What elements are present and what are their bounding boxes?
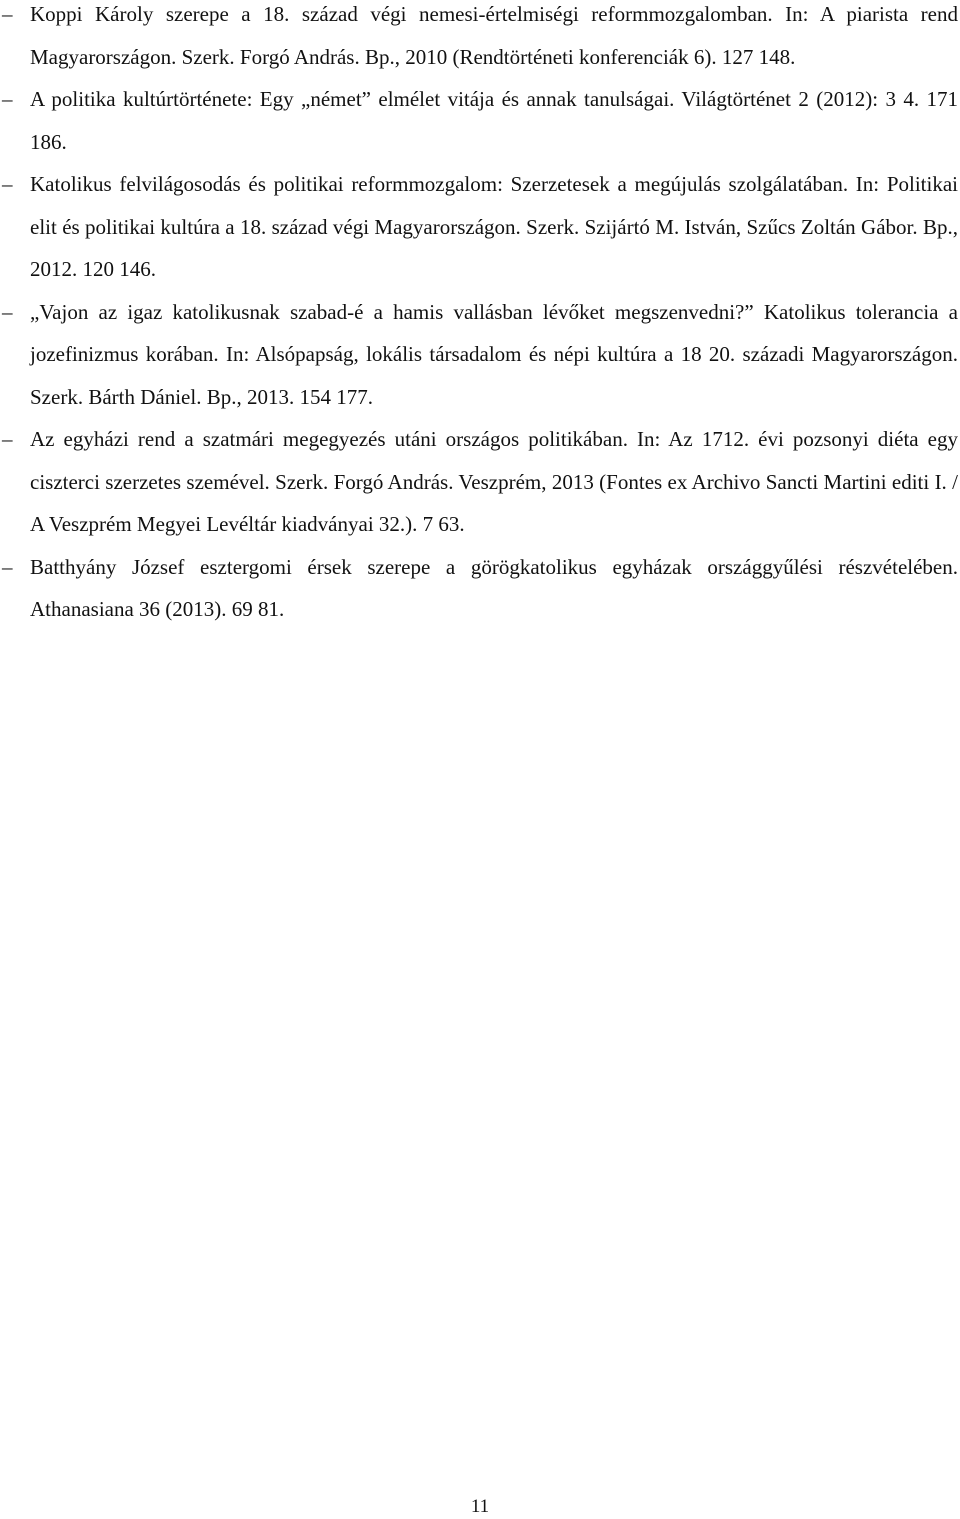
bibliography-entry-text: Koppi Károly szerepe a 18. század végi nemesi-értelmiségi reformmozgalomban. In: A piarista rend Magyarországon. Szerk. Forgó András. Bp., 2010 (Rendtörténeti konferenciák 6). 127 148. (30, 2, 958, 69)
bibliography-entry (0, 418, 958, 546)
bibliography-entry-text: Batthyány József esztergomi érsek szerepe a görögkatolikus egyházak országgyűlési részvételében. Athanasiana 36 (2013). 69 81. (30, 554, 958, 621)
bibliography-entry (0, 0, 958, 78)
dash-bullet: – (2, 172, 13, 196)
bibliography-entry (0, 163, 958, 291)
page-number: 11 (470, 1496, 490, 1517)
bibliography-list (0, 0, 958, 631)
dash-bullet: – (2, 554, 13, 579)
dash-bullet: – (2, 299, 13, 324)
dash-bullet: – (2, 427, 13, 451)
bibliography-entry (0, 546, 958, 631)
bibliography-entry-text: „Vajon az igaz katolikusnak szabad-é a hamis vallásban lévőket megszenvedni?” Katolikus tolerancia a jozefinizmus korában. In: Alsópapság, lokális társadalom és népi kultúra a 18 20. századi Magyarországon. Szerk. Bárth Dániel. Bp., 2013. 154 177. (30, 299, 958, 409)
dash-bullet: – (2, 87, 13, 111)
bibliography-entry-text: Az egyházi rend a szatmári megegyezés utáni országos politikában. In: Az 1712. évi pozsonyi diéta egy ciszterci szerzetes szemével. Szerk. Forgó András. Veszprém, 2013 (Fontes ex Archivo Sancti Martini editi I. / A Veszprém Megyei Levéltár kiadványai 32.). 7 63. (30, 427, 958, 536)
bibliography-entry (0, 78, 958, 163)
dash-bullet: – (2, 2, 13, 26)
bibliography-entry (0, 291, 958, 419)
bibliography-entry-text: Katolikus felvilágosodás és politikai reformmozgalom: Szerzetesek a megújulás szolgálatában. In: Politikai elit és politikai kultúra a 18. század végi Magyarországon. Szerk. Szijártó M. István, Szűcs Zoltán Gábor. Bp., 2012. 120 146. (30, 172, 958, 281)
bibliography-entry-text: A politika kultúrtörténete: Egy „német” elmélet vitája és annak tanulságai. Világtörténet 2 (2012): 3 4. 171 186. (30, 87, 958, 154)
